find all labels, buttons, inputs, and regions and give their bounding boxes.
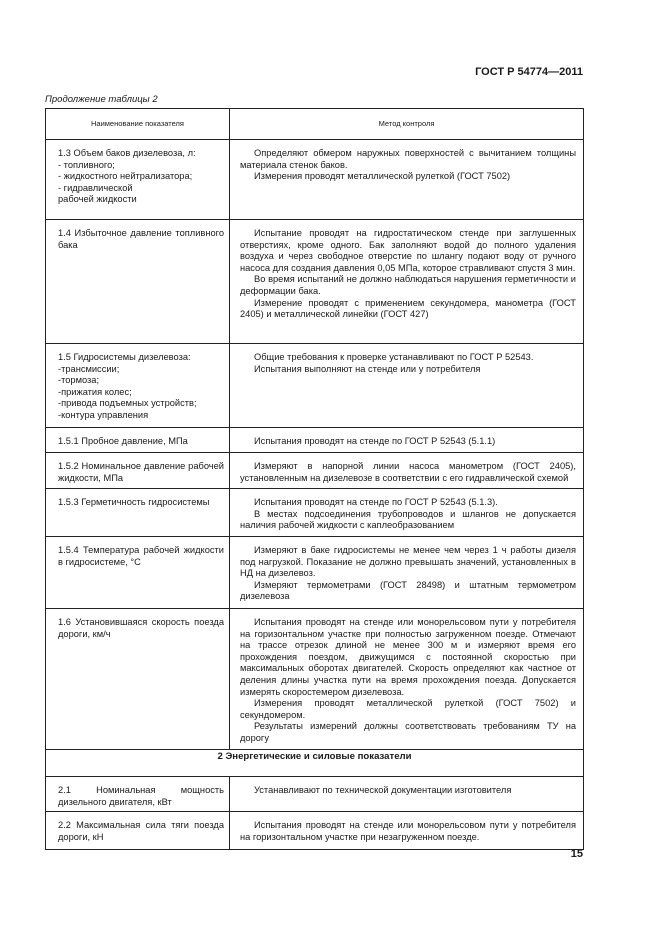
method-text: Измеряют в напорной линии насоса манометром (ГОСТ 2405), установленным на дизелевозе в соответствии с его гидравлической схемой [240, 461, 576, 483]
indicator-text: 1.3 Объем баков дизелевоза, л: [58, 148, 196, 158]
indicator-cell [46, 453, 230, 489]
method-text: Устанавливают по технической документации изготовителя [254, 785, 512, 795]
method-cell [230, 812, 584, 850]
method-text: Измерения проводят металлической рулеткой (ГОСТ 7502) [254, 171, 511, 182]
indicator-text: -прижатия колес; [58, 386, 132, 397]
indicator-text: 2.2 Максимальная сила тяги поезда дороги, кН [58, 820, 224, 842]
table-row [46, 220, 584, 344]
page-number: 15 [570, 848, 583, 860]
indicator-cell [46, 537, 230, 609]
indicator-text: 1.5.4 Температура рабочей жидкости в гидросистеме, °С [58, 545, 224, 567]
method-text: Измерение проводят с применением секундомера, манометра (ГОСТ 2405) и металлической линейки (ГОСТ 427) [240, 297, 576, 320]
method-text: Испытания проводят на стенде по ГОСТ Р 52543 (5.1.1) [254, 436, 496, 446]
method-text: Испытание проводят на гидростатическом стенде при заглушенных отверстиях, кроме одного. Бак заполняют водой до полного удаления воздуха и через свободное отверстие по шлангу подают воду от ручного насоса для создания давления 0,05 МПа, которое стравливают спустя 3 мин. [240, 228, 576, 273]
method-text: Испытания проводят на стенде по ГОСТ Р 52543 (5.1.3). [254, 497, 498, 507]
table-row [46, 777, 584, 812]
table-row [46, 453, 584, 489]
indicator-text: -контура управления [58, 409, 149, 420]
indicator-text: - гидравлической [58, 182, 133, 193]
method-cell [230, 140, 584, 220]
indicator-cell [46, 812, 230, 850]
method-text: Результаты измерений должны соответствовать требованиям ТУ на дорогу [240, 721, 576, 743]
method-cell [230, 489, 584, 537]
indicator-cell [46, 140, 230, 220]
method-cell [230, 777, 584, 812]
indicator-text: 1.5.3 Герметичность гидросистемы [58, 497, 210, 507]
table-row [46, 812, 584, 850]
method-text: Общие требования к проверке устанавливают по ГОСТ Р 52543. [254, 352, 534, 362]
method-cell [230, 537, 584, 609]
indicator-cell [46, 220, 230, 344]
method-cell [230, 220, 584, 344]
indicator-text: 1.5.2 Номинальное давление рабочей жидкости, МПа [58, 461, 224, 483]
method-text: В местах подсоединения трубопроводов и шлангов не допускается наличия рабочей жидкости с каплеобразованием [240, 508, 576, 531]
indicator-cell [46, 489, 230, 537]
method-text: Измеряют в баке гидросистемы не менее чем через 1 ч работы дизеля под нагрузкой. Показание не должно превышать значений, установленных в НД на дизелевоз. [240, 545, 576, 579]
section-heading-row [46, 750, 584, 777]
indicator-text: 1.5.1 Пробное давление, МПа [58, 436, 188, 446]
indicator-text: рабочей жидкости [58, 194, 137, 205]
indicator-text: - жидкостного нейтрализатора; [58, 171, 193, 182]
indicator-cell [46, 777, 230, 812]
method-cell [230, 453, 584, 489]
table-row [46, 537, 584, 609]
table-header-row [46, 109, 584, 140]
indicator-text: 1.5 Гидросистемы дизелевоза: [58, 352, 191, 362]
indicator-text: 1.6 Установившаяся скорость поезда дороги, км/ч [58, 617, 224, 639]
requirements-table [45, 108, 584, 850]
section-heading: 2 Энергетические и силовые показатели [46, 750, 584, 777]
method-cell [230, 428, 584, 453]
table-row [46, 140, 584, 220]
method-cell [230, 344, 584, 428]
table-row [46, 344, 584, 428]
method-text: Во время испытаний не должно наблюдаться нарушения герметичности и деформации бака. [240, 274, 576, 296]
table-row [46, 609, 584, 750]
table-continuation-caption: Продолжение таблицы 2 [45, 94, 158, 105]
indicator-text: - топливного; [58, 159, 115, 170]
method-text: Испытания выполняют на стенде или у потребителя [254, 363, 481, 374]
indicator-cell [46, 609, 230, 750]
indicator-text: 1.4 Избыточное давление топливного бака [58, 228, 224, 250]
method-text: Испытания проводят на стенде или монорельсовом пути у потребителя на горизонтальном участке при полностью загруженном поезде. Отмечают на трассе отрезок длиной не менее 300 м и измеряют время его прохождения поездом, движущимся с постоянной скоростью при максимальных оборотах двигателей. Скорость определяют как частное от деления длины участка пути на время прохождения поезда. Допускается измерять скоростемером дизелевоза. [240, 617, 576, 697]
table-row [46, 428, 584, 453]
indicator-cell [46, 428, 230, 453]
method-cell [230, 609, 584, 750]
indicator-cell [46, 344, 230, 428]
method-text: Измерения проводят металлической рулеткой (ГОСТ 7502) и секундомером. [240, 698, 576, 720]
column-header-method: Метод контроля [230, 109, 584, 140]
column-header-indicator: Наименование показателя [46, 109, 230, 140]
indicator-text: -трансмиссии; [58, 363, 120, 374]
document-code: ГОСТ Р 54774—2011 [475, 66, 583, 78]
indicator-text: -привода подъемных устройств; [58, 398, 197, 409]
indicator-text: -тормоза; [58, 375, 100, 386]
method-text: Измеряют термометрами (ГОСТ 28498) и штатным термометром дизелевоза [240, 579, 576, 602]
method-text: Испытания проводят на стенде или монорельсовом пути у потребителя на горизонтальном участке при незагруженном поезде. [240, 820, 576, 842]
table-row [46, 489, 584, 537]
indicator-text: 2.1 Номинальная мощность дизельного двигателя, кВт [58, 785, 224, 807]
method-text: Определяют обмером наружных поверхностей с вычитанием толщины материала стенок баков. [240, 148, 576, 170]
